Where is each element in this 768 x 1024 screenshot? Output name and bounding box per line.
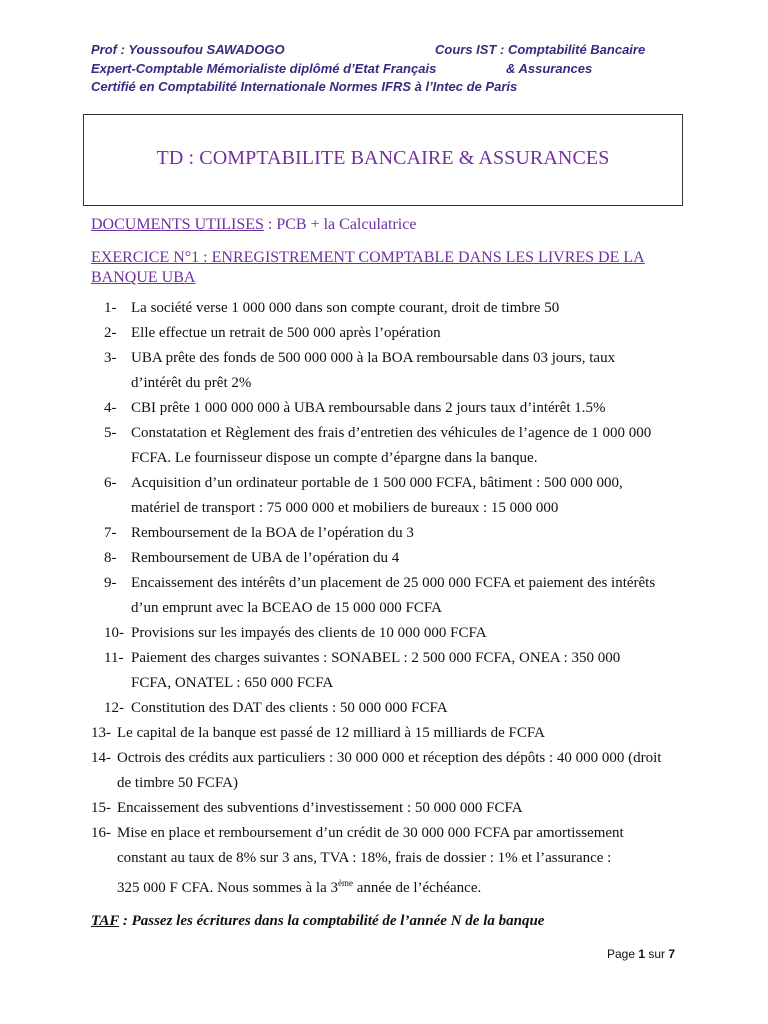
credential: Expert-Comptable Mémorialiste diplômé d’Etat Français	[91, 61, 437, 76]
documents-separator: :	[263, 216, 277, 233]
list-item-text: Paiement des charges suivantes : SONABEL : 2 500 000 FCFA, ONEA : 350 000	[131, 650, 621, 666]
author: Prof : Youssoufou SAWADOGO	[91, 42, 285, 57]
course-title-cont: & Assurances	[506, 61, 593, 76]
list-item-number: 15-	[91, 800, 111, 816]
list-item-text: Mise en place et remboursement d’un crédit de 30 000 000 FCFA par amortissement	[117, 825, 624, 841]
list-item-text: Constatation et Règlement des frais d’entretien des véhicules de l’agence de 1 000 000	[131, 425, 652, 441]
page-of-label: sur	[645, 947, 669, 961]
taf-instruction	[91, 913, 544, 930]
list-item-text: Remboursement de UBA de l’opération du 4	[131, 550, 400, 566]
list-item-text: Elle effectue un retrait de 500 000 après l’opération	[131, 325, 441, 341]
list-item-text: constant au taux de 8% sur 3 ans, TVA : 18%, frais de dossier : 1% et l’assurance :	[117, 850, 612, 866]
title-box	[83, 114, 683, 206]
list-item-text: FCFA, ONATEL : 650 000 FCFA	[131, 675, 334, 691]
list-item-number: 12-	[104, 700, 124, 716]
list-item-text: UBA prête des fonds de 500 000 000 à la BOA remboursable dans 03 jours, taux	[131, 350, 616, 366]
documents-used	[91, 216, 416, 234]
page-title: TD : COMPTABILITE BANCAIRE & ASSURANCES	[156, 147, 610, 169]
list-item-number: 13-	[91, 725, 111, 741]
list-item-text: FCFA. Le fournisseur dispose un compte d’épargne dans la banque.	[131, 450, 538, 466]
list-item-text: de timbre 50 FCFA)	[117, 775, 238, 791]
list-item-number: 10-	[104, 625, 124, 641]
page-total: 7	[668, 947, 676, 961]
page-current: 1	[638, 947, 646, 961]
taf-text: : Passez les écritures dans la comptabilité de l’année N de la banque	[119, 913, 545, 929]
list-item-number: 6-	[104, 475, 117, 491]
list-item-text: Acquisition d’un ordinateur portable de 1 500 000 FCFA, bâtiment : 500 000 000,	[131, 475, 623, 491]
list-item-number: 4-	[104, 400, 117, 416]
list-item-text: La société verse 1 000 000 dans son compte courant, droit de timbre 50	[131, 300, 560, 316]
certification: Certifié en Comptabilité Internationale Normes IFRS à l’Intec de Paris	[91, 79, 518, 94]
list-item-number: 1-	[104, 300, 117, 316]
list-item-text: Constitution des DAT des clients : 50 000 000 FCFA	[131, 700, 448, 716]
item16-superscript: ème	[337, 878, 353, 888]
list-item-text: matériel de transport : 75 000 000 et mobiliers de bureaux : 15 000 000	[131, 500, 559, 516]
list-item-number: 16-	[91, 825, 111, 841]
list-item-text: Encaissement des subventions d’investissement : 50 000 000 FCFA	[117, 800, 523, 816]
list-item-16-last-line	[117, 871, 481, 901]
documents-value: PCB + la Calculatrice	[276, 216, 417, 233]
list-item-text: Remboursement de la BOA de l’opération du 3	[131, 525, 414, 541]
documents-label: DOCUMENTS UTILISES	[91, 216, 264, 233]
list-item-number: 14-	[91, 750, 111, 766]
list-item-number: 11-	[104, 650, 124, 666]
page-label: Page	[607, 947, 639, 961]
list-item-text: d’un emprunt avec la BCEAO de 15 000 000 FCFA	[131, 600, 442, 616]
list-item-number: 5-	[104, 425, 117, 441]
header-line-1	[91, 42, 691, 57]
list-item-number: 9-	[104, 575, 117, 591]
item16-text-after: année de l’échéance.	[352, 880, 482, 896]
list-item-text: Provisions sur les impayés des clients de 10 000 000 FCFA	[131, 625, 487, 641]
list-item-number: 8-	[104, 550, 117, 566]
list-item-number: 3-	[104, 350, 117, 366]
list-item-number: 7-	[104, 525, 117, 541]
item16-text-before: 325 000 F CFA. Nous sommes à la 3	[117, 880, 338, 896]
list-item-text: Octrois des crédits aux particuliers : 30 000 000 et réception des dépôts : 40 000 000 (droit	[117, 750, 662, 766]
header-line-2	[91, 61, 691, 76]
list-item-text: d’intérêt du prêt 2%	[131, 375, 252, 391]
list-item-text: Encaissement des intérêts d’un placement de 25 000 000 FCFA et paiement des intérêts	[131, 575, 656, 591]
list-item-text: CBI prête 1 000 000 000 à UBA remboursable dans 2 jours taux d’intérêt 1.5%	[131, 400, 606, 416]
header-line-3	[91, 79, 691, 94]
taf-label: TAF	[91, 913, 120, 929]
list-item-number: 2-	[104, 325, 117, 341]
page-footer	[607, 947, 675, 961]
list-item-text: Le capital de la banque est passé de 12 milliard à 15 milliards de FCFA	[117, 725, 545, 741]
exercise-title: EXERCICE N°1 : ENREGISTREMENT COMPTABLE DANS LES LIVRES DE LA BANQUE UBA	[91, 249, 645, 286]
course-title: Cours IST : Comptabilité Bancaire	[435, 42, 646, 57]
